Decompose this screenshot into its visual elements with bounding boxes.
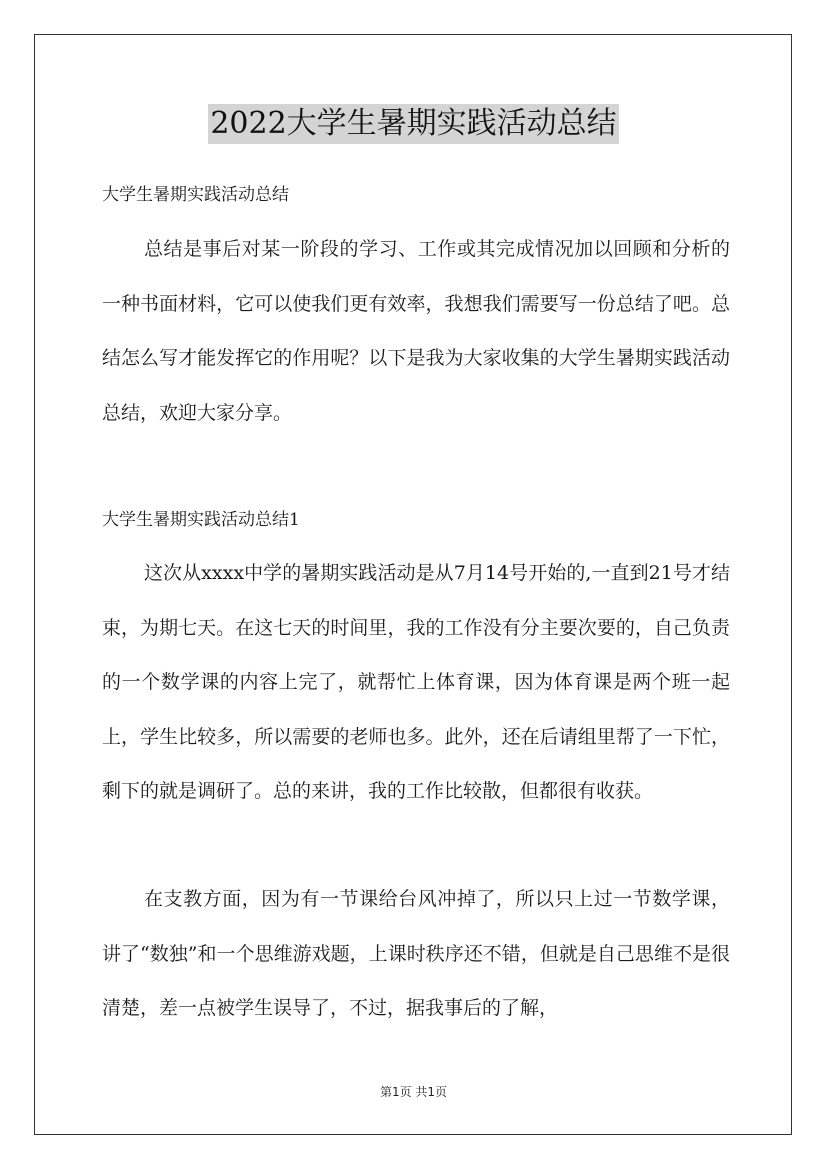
page-footer: 第1页 共1页	[379, 1085, 448, 1099]
document-title: 2022大学生暑期实践活动总结	[208, 104, 618, 144]
intro-paragraph: 总结是事后对某一阶段的学习、工作或其完成情况加以回顾和分析的一种书面材料，它可以使我们更有效率，我想我们需要写一份总结了吧。总结怎么写才能发挥它的作用呢？以下是我为大家收集的大学生暑期实践活动总结，欢迎大家分享。	[102, 238, 730, 424]
section-heading-1: 大学生暑期实践活动总结1	[102, 510, 300, 530]
title-container	[0, 104, 827, 144]
intro-heading: 大学生暑期实践活动总结	[102, 185, 289, 205]
section-1-paragraph-2: 在支教方面，因为有一节课给台风冲掉了，所以只上过一节数学课，讲了“数独”和一个思维游戏题，上课时秩序还不错，但就是自己思维不是很清楚，差一点被学生误导了，不过，据我事后的了解，	[102, 888, 730, 1019]
section-1-paragraph-1: 这次从xxxx中学的暑期实践活动是从7月14号开始的,一直到21号才结束，为期七天。在这七天的时间里，我的工作没有分主要次要的，自己负责的一个数学课的内容上完了，就帮忙上体育课，因为体育课是两个班一起上，学生比较多，所以需要的老师也多。此外，还在后请组里帮了一下忙，剩下的就是调研了。总的来讲，我的工作比较散，但都很有收获。	[102, 562, 730, 802]
